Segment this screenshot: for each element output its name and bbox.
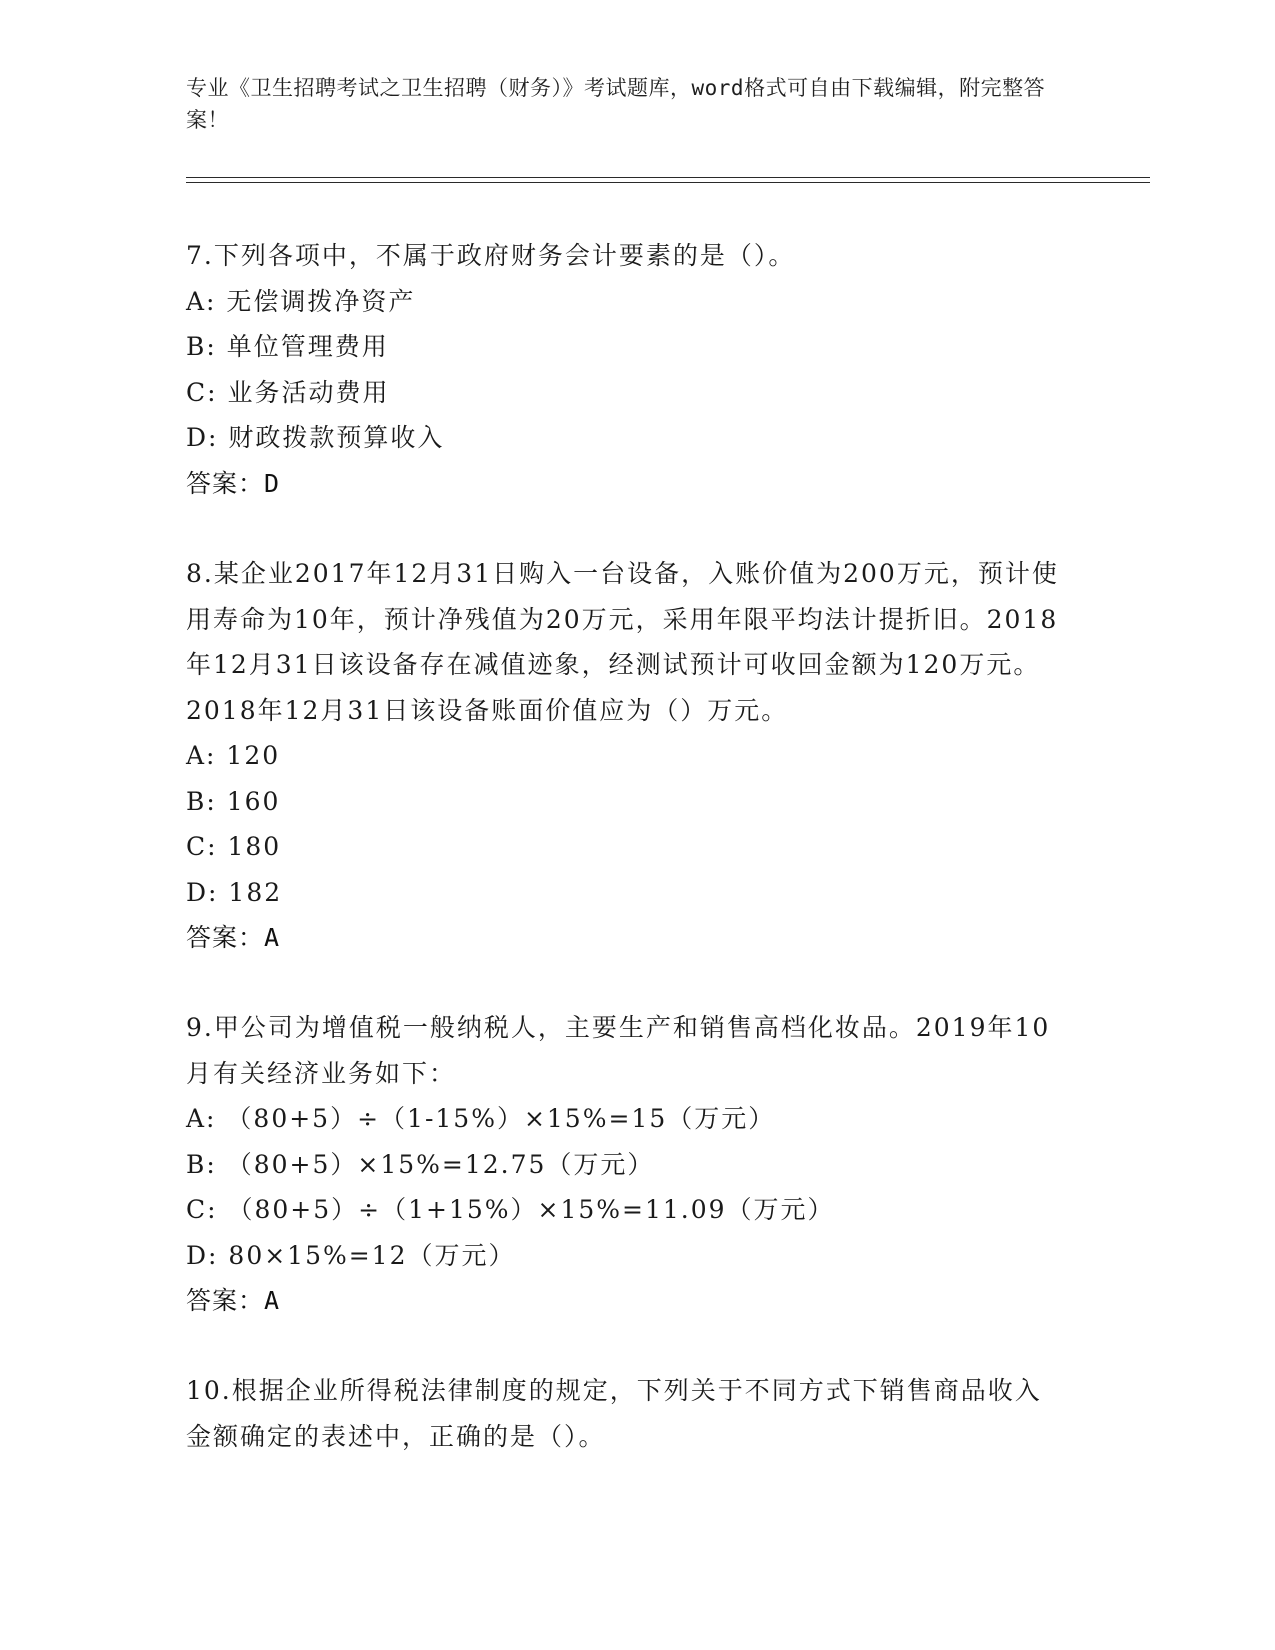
option-a: A: 无偿调拨净资产 — [186, 286, 416, 316]
option-d: D: 80×15%=12（万元） — [186, 1240, 516, 1270]
header-divider-bottom — [186, 182, 1150, 183]
option-a: A: 120 — [186, 741, 281, 770]
option-c: C: 180 — [186, 832, 282, 861]
question-9 — [186, 1005, 1066, 1324]
option-d: D: 182 — [186, 877, 283, 907]
question-10 — [186, 1368, 1066, 1459]
question-stem: 9.甲公司为增值税一般纳税人，主要生产和销售高档化妆品。2019年10月有关经济业务如下： — [186, 1013, 1051, 1088]
option-b: B: （80+5）×15%=12.75（万元） — [186, 1149, 655, 1179]
question-8 — [186, 551, 1066, 961]
option-a: A: （80+5）÷（1-15%）×15%=15（万元） — [186, 1104, 776, 1133]
question-stem: 10.根据企业所得税法律制度的规定，下列关于不同方式下销售商品收入金额确定的表述中，正确的是（）。 — [186, 1376, 1042, 1451]
document-header: 专业《卫生招聘考试之卫生招聘（财务）》考试题库，word格式可自由下载编辑，附完整答案！ — [186, 76, 1046, 132]
option-b: B: 单位管理费用 — [186, 332, 389, 361]
answer: 答案：A — [186, 923, 281, 952]
option-d: D: 财政拨款预算收入 — [186, 423, 445, 452]
question-stem: 7.下列各项中，不属于政府财务会计要素的是（）。 — [186, 241, 796, 270]
question-7 — [186, 233, 1066, 506]
question-stem: 8.某企业2017年12月31日购入一台设备，入账价值为200万元，预计使用寿命为10年，预计净残值为20万元，采用年限平均法计提折旧。2018年12月31日该设备存在减值迹象，经测试预计可收回金额为120万元。2018年12月31日该设备账面价值应为（）万元。 — [186, 559, 1059, 725]
answer: 答案：A — [186, 1286, 281, 1315]
header-divider-top — [186, 177, 1150, 178]
answer: 答案：D — [186, 468, 281, 498]
option-c: C: 业务活动费用 — [186, 377, 390, 407]
option-c: C: （80+5）÷（1+15%）×15%=11.09（万元） — [186, 1195, 835, 1224]
option-b: B: 160 — [186, 786, 281, 816]
